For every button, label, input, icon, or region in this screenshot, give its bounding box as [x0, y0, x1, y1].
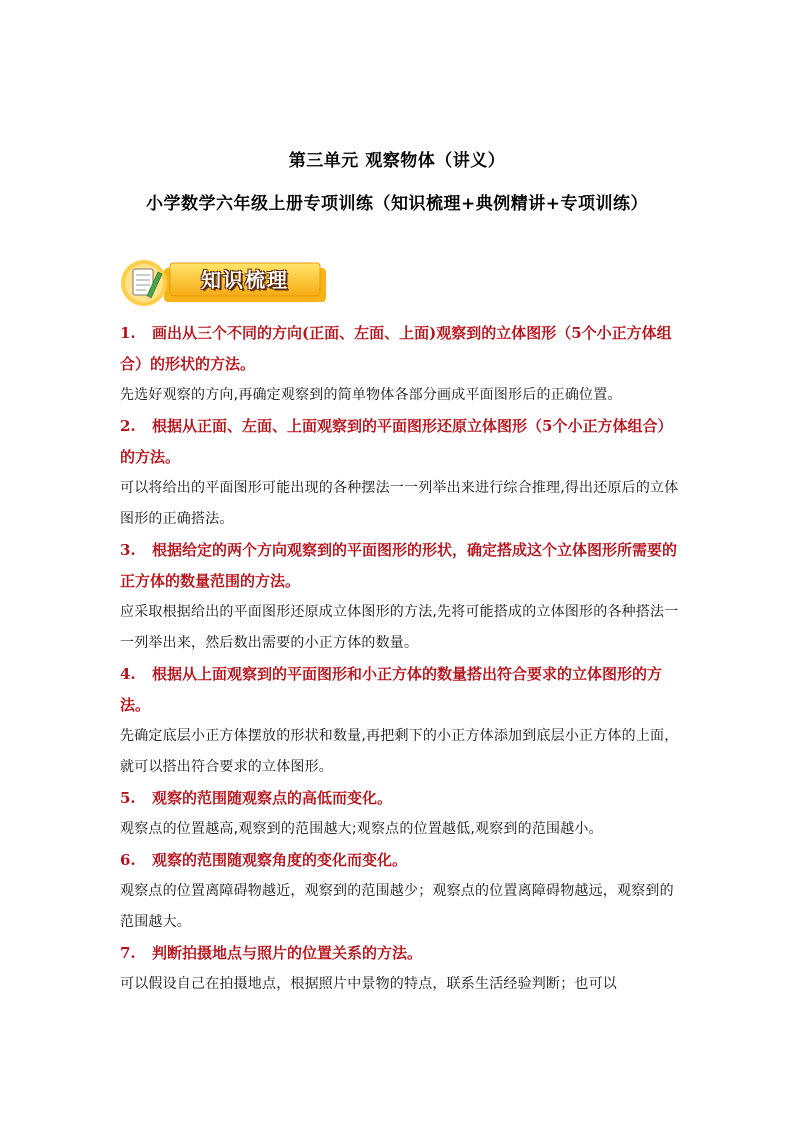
list-item [120, 318, 680, 411]
list-item [120, 411, 680, 535]
page-title: 第三单元 观察物体（讲义） [288, 151, 506, 171]
item-body: 先选好观察的方向,再确定观察到的简单物体各部分画成平面图形后的正确位置。 [120, 387, 622, 403]
list-item [120, 535, 680, 659]
item-body: 可以假设自己在拍摄地点，根据照片中景物的特点，联系生活经验判断；也可以 [120, 976, 617, 992]
list-item [120, 659, 680, 783]
knowledge-list [120, 318, 680, 1000]
banner-label: 知识梳理 [201, 268, 289, 292]
item-heading: 5. 观察的范围随观察点的高低而变化。 [120, 789, 393, 807]
item-body: 观察点的位置离障碍物越近，观察到的范围越少；观察点的位置离障碍物越远，观察到的范围越大。 [120, 883, 674, 930]
section-banner [120, 258, 330, 308]
item-body: 可以将给出的平面图形可能出现的各种摆法一一列举出来进行综合推理,得出还原后的立体图形的正确搭法。 [120, 480, 679, 527]
page-subtitle: 小学数学六年级上册专项训练（知识梳理+典例精讲+专项训练） [146, 194, 648, 214]
item-body: 观察点的位置越高,观察到的范围越大;观察点的位置越低,观察到的范围越小。 [120, 821, 603, 837]
item-heading: 1. 画出从三个不同的方向(正面、左面、上面)观察到的立体图形（5个小正方体组合）的形状的方法。 [120, 324, 672, 373]
list-item [120, 783, 680, 845]
item-heading: 7. 判断拍摄地点与照片的位置关系的方法。 [120, 944, 423, 962]
item-heading: 2. 根据从正面、左面、上面观察到的平面图形还原立体图形（5个小正方体组合）的方法。 [120, 417, 673, 466]
list-item [120, 845, 680, 938]
list-item [120, 938, 680, 1000]
notebook-pencil-icon [121, 260, 167, 306]
item-heading: 6. 观察的范围随观察角度的变化而变化。 [120, 851, 408, 869]
item-body: 应采取根据给出的平面图形还原成立体图形的方法,先将可能搭成的立体图形的各种搭法一一列举出来，然后数出需要的小正方体的数量。 [120, 604, 679, 651]
item-heading: 3. 根据给定的两个方向观察到的平面图形的形状，确定搭成这个立体图形所需要的正方体的数量范围的方法。 [120, 541, 678, 590]
item-heading: 4. 根据从上面观察到的平面图形和小正方体的数量搭出符合要求的立体图形的方法。 [120, 665, 663, 714]
item-body: 先确定底层小正方体摆放的形状和数量,再把剩下的小正方体添加到底层小正方体的上面，就可以搭出符合要求的立体图形。 [120, 728, 679, 775]
